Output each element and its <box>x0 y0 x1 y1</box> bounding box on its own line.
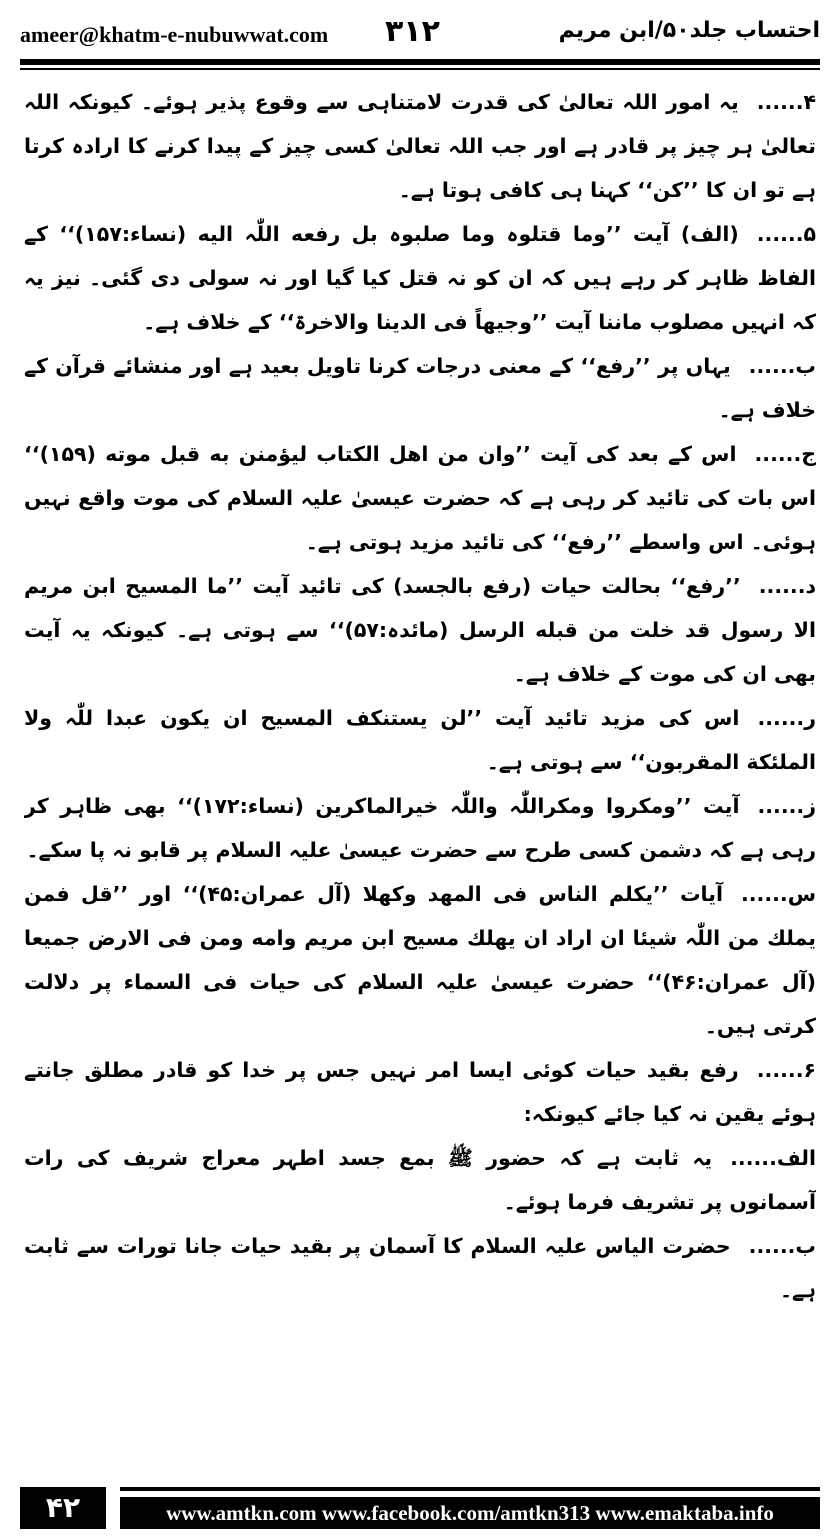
paragraph-label: الف...... <box>730 1146 816 1170</box>
paragraph-b <box>24 344 816 432</box>
page-body <box>24 80 816 1460</box>
folio-number: ۴۲ <box>20 1487 106 1529</box>
paragraph-label: ب...... <box>748 1234 816 1258</box>
paragraph-text: آیت ’’ومکروا ومکراللّٰہ واللّٰہ خیرالماکرین (نساء:۱۷۲)‘‘ بھی ظاہر کر رہی ہے کہ دشمن کسی طرح سے حضرت عیسیٰ علیہ السلام پر قابو نہ پا سکے۔ <box>24 794 816 862</box>
paragraph-label: ج...... <box>754 442 816 466</box>
paragraph-text: اس کی مزید تائید آیت ’’لن یستنکف المسیح ان یکون عبدا للّٰہ ولا الملئکة المقربون‘‘ سے ہوتی ہے۔ <box>24 706 816 774</box>
paragraph-text: ’’رفع‘‘ بحالت حیات (رفع بالجسد) کی تائید آیت ’’ما المسیح ابن مریم الا رسول قد خلت من قبله الرسل (مائدہ:۵۷)‘‘ سے ہوتی ہے۔ کیونکہ یہ آیت بھی ان کی موت کے خلاف ہے۔ <box>24 574 816 686</box>
header-email: ameer@khatm-e-nubuwwat.com <box>20 22 329 47</box>
paragraph-z <box>24 784 816 872</box>
paragraph-label: ر...... <box>757 706 816 730</box>
paragraph-j <box>24 432 816 564</box>
paragraph-label: د...... <box>758 574 816 598</box>
page-header <box>20 8 820 54</box>
paragraph-label: ۴...... <box>756 90 816 114</box>
book-title: احتساب جلد۵۰/ابن مریم <box>558 18 820 43</box>
paragraph-text: رفع بقید حیات کوئی ایسا امر نہیں جس پر خدا کو قادر مطلق جانتے ہوئے یقین نہ کیا جائے کیونکہ: <box>24 1058 816 1126</box>
paragraph-be <box>24 1224 816 1312</box>
paragraph-text: حضرت الیاس علیہ السلام کا آسمان پر بقید حیات جانا تورات سے ثابت ہے۔ <box>24 1234 816 1302</box>
header-rule-thick <box>20 59 820 65</box>
paragraph-label: ۵...... <box>756 222 816 246</box>
paragraph-6 <box>24 1048 816 1136</box>
paragraph-d <box>24 564 816 696</box>
paragraph-text: (الف) آیت ’’وما قتلوہ وما صلبوہ بل رفعه اللّٰہ الیه (نساء:۱۵۷)‘‘ کے الفاظ ظاہر کر رہے ہیں کہ ان کو نہ قتل کیا گیا اور نہ سولی دی گئی۔ نیز یہ کہ انہیں مصلوب ماننا آیت ’’وجیھاً فی الدینا والاخرۃ‘‘ کے خلاف ہے۔ <box>24 222 816 334</box>
footer-rule <box>120 1487 820 1491</box>
footer-urls: www.amtkn.com www.facebook.com/amtkn313 www.emaktaba.info <box>120 1497 820 1529</box>
paragraph-s <box>24 872 816 1048</box>
page-footer <box>20 1487 820 1529</box>
paragraph-text: اس کے بعد کی آیت ’’وان من اھل الکتاب لیؤمنن به قبل موته (۱۵۹)‘‘ اس بات کی تائید کر رہی ہے کہ حضرت عیسیٰ علیہ السلام کی موت واقع نہیں ہوئی۔ اس واسطے ’’رفع‘‘ کی تائید مزید ہوتی ہے۔ <box>24 442 816 554</box>
paragraph-label: س...... <box>740 882 816 906</box>
paragraph-alif <box>24 1136 816 1224</box>
paragraph-label: ز...... <box>757 794 816 818</box>
paragraph-text: یہ امور اللہ تعالیٰ کی قدرت لامتناہی سے وقوع پذیر ہوئے۔ کیونکہ اللہ تعالیٰ ہر چیز پر قادر ہے اور جب اللہ تعالیٰ کسی چیز کے پیدا کرنے کا ارادہ کرتا ہے تو ان کا ’’کن‘‘ کہنا ہی کافی ہوتا ہے۔ <box>24 90 816 202</box>
paragraph-label: ب...... <box>748 354 816 378</box>
header-rule-thin <box>20 68 820 70</box>
paragraph-label: ۶...... <box>756 1058 816 1082</box>
paragraph-text: یہ ثابت ہے کہ حضور ﷺ بمع جسد اطہر معراج شریف کی رات آسمانوں پر تشریف فرما ہوئے۔ <box>24 1146 816 1214</box>
page-number: ۳۱۲ <box>385 14 440 49</box>
paragraph-5 <box>24 212 816 344</box>
paragraph-text: یہاں پر ’’رفع‘‘ کے معنی درجات کرنا تاویل بعید ہے اور منشائے قرآن کے خلاف ہے۔ <box>24 354 816 422</box>
paragraph-text: آیات ’’یکلم الناس فی المھد وکھلا (آل عمران:۴۵)‘‘ اور ’’قل فمن یملك من اللّٰہ شیئا ان اراد ان یھلك مسیح ابن مریم وامه ومن فی الارض جمیعا (آل عمران:۴۶)‘‘ حضرت عیسیٰ علیہ السلام کی حیات فی السماء پر دلالت کرتی ہیں۔ <box>24 882 816 1038</box>
paragraph-4 <box>24 80 816 212</box>
paragraph-r <box>24 696 816 784</box>
